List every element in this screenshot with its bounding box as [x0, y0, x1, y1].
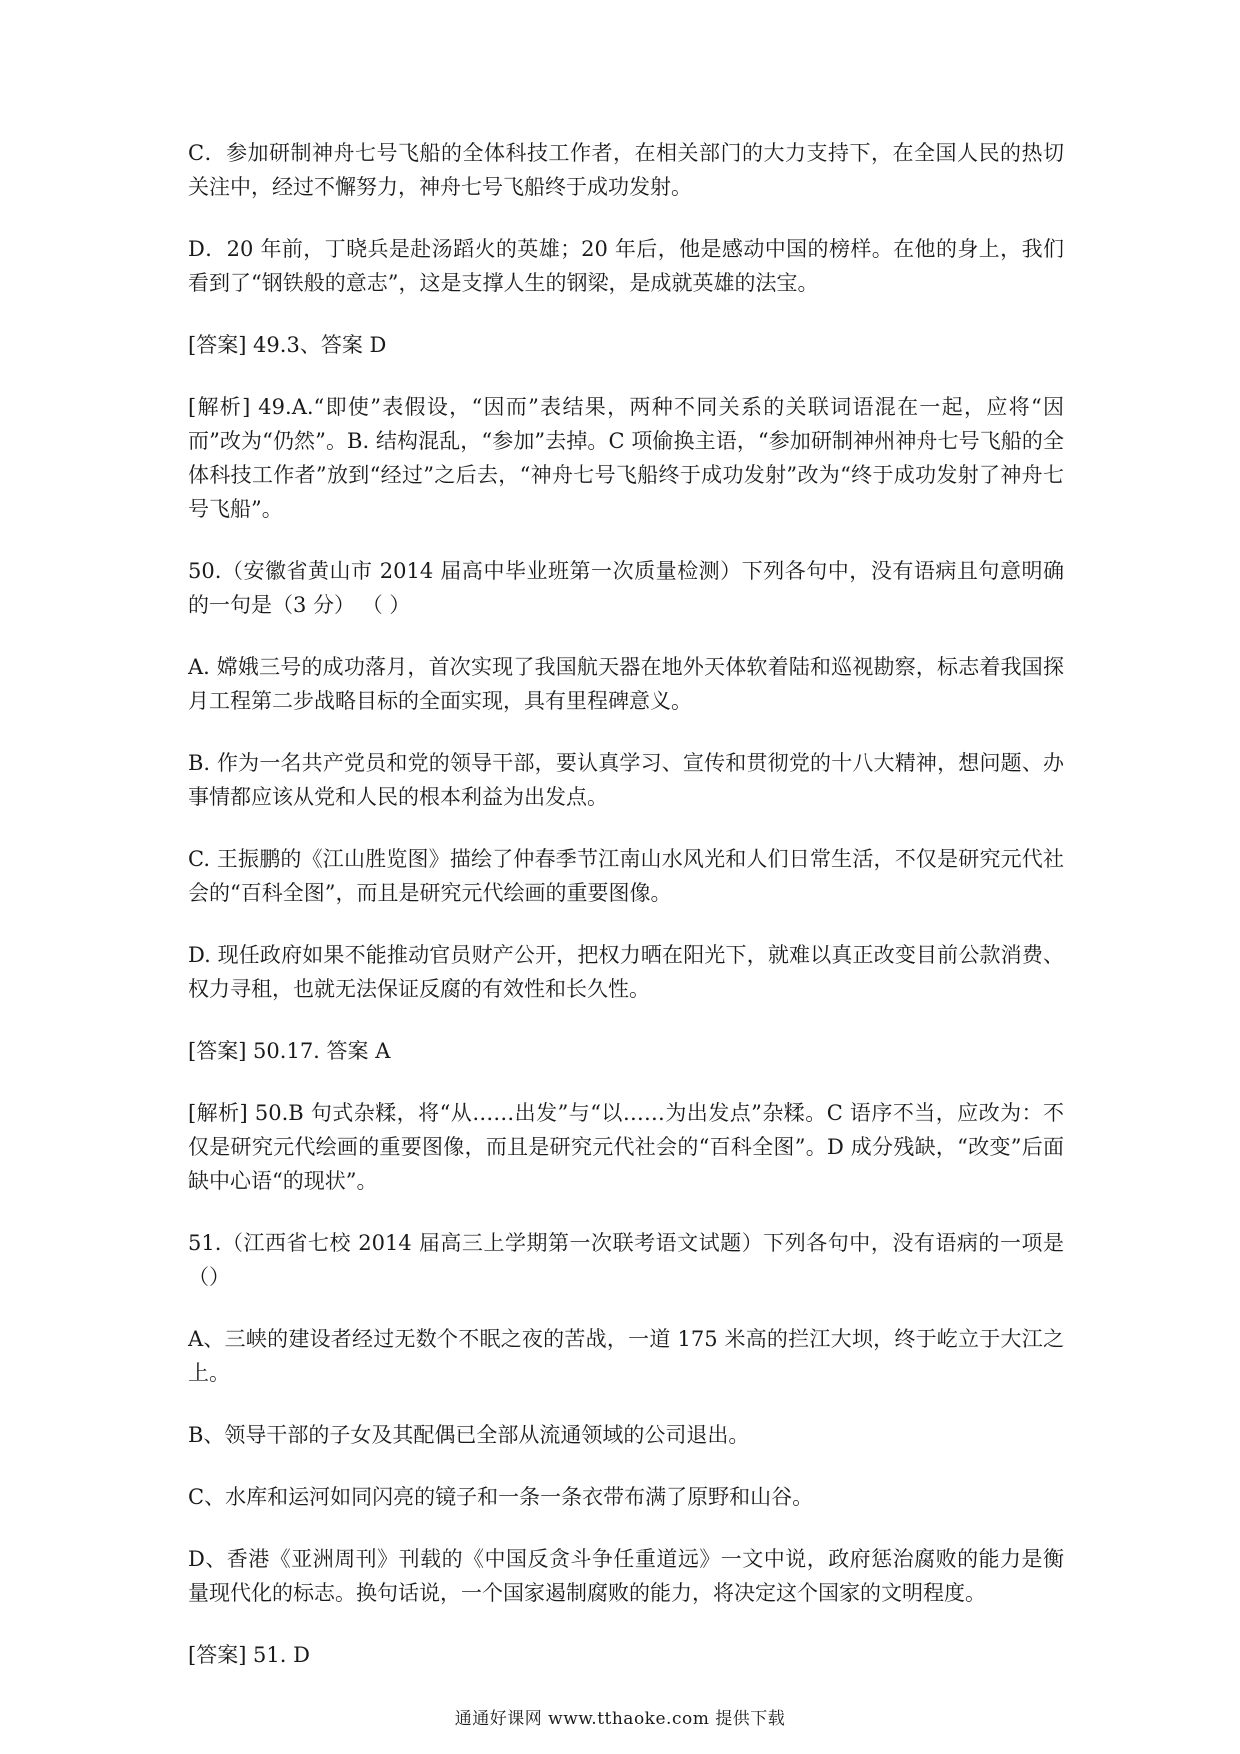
answer-q49: [答案] 49.3、答案 D: [188, 333, 387, 357]
option-b-q50: B. 作为一名共产党员和党的领导干部，要认真学习、宣传和贯彻党的十八大精神，想问题、办事情都应该从党和人民的根本利益为出发点。: [188, 751, 1064, 809]
option-c-q50: C. 王振鹏的《江山胜览图》描绘了仲春季节江南山水风光和人们日常生活，不仅是研究元代社会的“百科全图”，而且是研究元代绘画的重要图像。: [188, 847, 1064, 905]
answer-q50: [答案] 50.17. 答案 A: [188, 1039, 391, 1063]
question-50: 50.（安徽省黄山市 2014 届高中毕业班第一次质量检测）下列各句中，没有语病且句意明确的一句是（3 分） （ ）: [188, 559, 1064, 617]
option-d-q51: D、香港《亚洲周刊》刊载的《中国反贪斗争任重道远》一文中说，政府惩治腐败的能力是衡量现代化的标志。换句话说，一个国家遏制腐败的能力，将决定这个国家的文明程度。: [188, 1547, 1064, 1605]
document-body: [188, 136, 1064, 1672]
option-a-q51: A、三峡的建设者经过无数个不眠之夜的苦战，一道 175 米高的拦江大坝，终于屹立于大江之上。: [188, 1327, 1064, 1385]
analysis-q50: [解析] 50.B 句式杂糅，将“从……出发”与“以……为出发点”杂糅。C 语序不当，应改为：不仅是研究元代绘画的重要图像，而且是研究元代社会的“百科全图”。D 成分残缺，“改变”后面缺中心语“的现状”。: [188, 1101, 1064, 1193]
option-c-q51: C、水库和运河如同闪亮的镜子和一条一条衣带布满了原野和山谷。: [188, 1485, 814, 1509]
option-d-q49: D．20 年前，丁晓兵是赴汤蹈火的英雄；20 年后，他是感动中国的榜样。在他的身上，我们看到了“钢铁般的意志”，这是支撑人生的钢梁，是成就英雄的法宝。: [188, 237, 1064, 295]
analysis-q49: [解析] 49.A.“即使”表假设，“因而”表结果，两种不同关系的关联词语混在一起，应将“因而”改为“仍然”。B. 结构混乱，“参加”去掉。C 项偷换主语，“参加研制神州神舟七号飞船的全体科技工作者”放到“经过”之后去，“神舟七号飞船终于成功发射”改为“终于成功发射了神舟七号飞船”。: [188, 395, 1064, 521]
option-b-q51: B、领导干部的子女及其配偶已全部从流通领域的公司退出。: [188, 1423, 750, 1447]
page-footer: 通通好课网 www.tthaoke.com 提供下载: [454, 1709, 786, 1729]
option-d-q50: D. 现任政府如果不能推动官员财产公开，把权力晒在阳光下，就难以真正改变目前公款消费、权力寻租，也就无法保证反腐的有效性和长久性。: [188, 943, 1064, 1001]
answer-q51: [答案] 51. D: [188, 1643, 310, 1667]
option-c-q49: C．参加研制神舟七号飞船的全体科技工作者，在相关部门的大力支持下，在全国人民的热切关注中，经过不懈努力，神舟七号飞船终于成功发射。: [188, 141, 1064, 199]
option-a-q50: A. 嫦娥三号的成功落月，首次实现了我国航天器在地外天体软着陆和巡视勘察，标志着我国探月工程第二步战略目标的全面实现，具有里程碑意义。: [188, 655, 1064, 713]
question-51: 51.（江西省七校 2014 届高三上学期第一次联考语文试题）下列各句中，没有语病的一项是（）: [188, 1231, 1064, 1289]
